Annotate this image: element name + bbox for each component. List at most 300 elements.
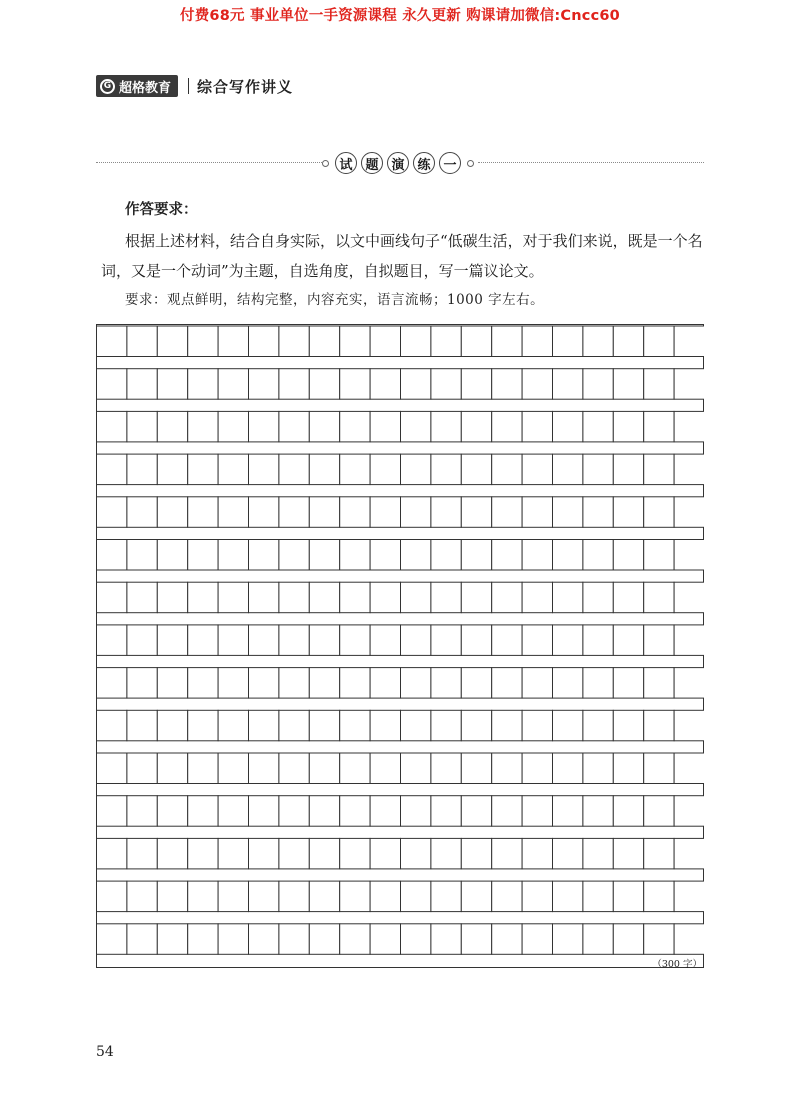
grid-cell[interactable] [522,326,552,357]
grid-cell[interactable] [553,497,583,528]
grid-cell[interactable] [461,454,491,485]
grid-cell[interactable] [249,369,279,400]
grid-cell[interactable] [674,924,704,955]
grid-cell[interactable] [674,753,704,784]
grid-cell[interactable] [97,668,127,699]
grid-cell[interactable] [613,497,643,528]
grid-row[interactable] [97,369,705,400]
grid-cell[interactable] [553,540,583,571]
grid-cell[interactable] [218,668,248,699]
grid-row[interactable] [97,411,705,442]
grid-cell[interactable] [644,838,674,869]
grid-cell[interactable] [249,411,279,442]
grid-cell[interactable] [279,625,309,656]
grid-cell[interactable] [309,668,339,699]
grid-cell[interactable] [613,838,643,869]
grid-cell[interactable] [188,582,218,613]
grid-cell[interactable] [461,582,491,613]
grid-cell[interactable] [157,625,187,656]
grid-cell[interactable] [522,582,552,613]
grid-cell[interactable] [492,454,522,485]
grid-cell[interactable] [461,497,491,528]
grid-cell[interactable] [644,881,674,912]
grid-cell[interactable] [157,369,187,400]
grid-cell[interactable] [583,796,613,827]
grid-cell[interactable] [613,454,643,485]
grid-cell[interactable] [188,796,218,827]
grid-cell[interactable] [97,454,127,485]
grid-cell[interactable] [157,326,187,357]
grid-cell[interactable] [249,454,279,485]
grid-cell[interactable] [644,582,674,613]
grid-cell[interactable] [583,369,613,400]
grid-cell[interactable] [249,710,279,741]
grid-row[interactable] [97,710,705,741]
grid-cell[interactable] [613,668,643,699]
grid-cell[interactable] [370,838,400,869]
grid-cell[interactable] [340,838,370,869]
grid-cell[interactable] [188,881,218,912]
grid-cell[interactable] [613,881,643,912]
grid-cell[interactable] [461,710,491,741]
grid-cell[interactable] [97,326,127,357]
grid-cell[interactable] [249,582,279,613]
grid-cell[interactable] [97,838,127,869]
grid-cell[interactable] [188,710,218,741]
grid-cell[interactable] [309,497,339,528]
grid-cell[interactable] [644,924,674,955]
grid-cell[interactable] [97,369,127,400]
grid-cell[interactable] [613,753,643,784]
grid-cell[interactable] [370,710,400,741]
grid-cell[interactable] [644,540,674,571]
grid-cell[interactable] [127,881,157,912]
grid-cell[interactable] [492,369,522,400]
grid-cell[interactable] [218,753,248,784]
grid-cell[interactable] [492,838,522,869]
grid-cell[interactable] [218,540,248,571]
grid-cell[interactable] [218,497,248,528]
grid-cell[interactable] [340,753,370,784]
grid-cell[interactable] [492,326,522,357]
grid-cell[interactable] [583,625,613,656]
grid-cell[interactable] [97,582,127,613]
grid-cell[interactable] [401,710,431,741]
grid-cell[interactable] [401,838,431,869]
grid-cell[interactable] [309,326,339,357]
grid-cell[interactable] [127,369,157,400]
grid-cell[interactable] [553,454,583,485]
grid-cell[interactable] [370,454,400,485]
grid-cell[interactable] [188,497,218,528]
grid-row[interactable] [97,924,705,955]
grid-cell[interactable] [674,881,704,912]
grid-cell[interactable] [309,838,339,869]
grid-cell[interactable] [522,454,552,485]
grid-cell[interactable] [431,454,461,485]
grid-cell[interactable] [613,924,643,955]
grid-cell[interactable] [431,411,461,442]
grid-cell[interactable] [279,710,309,741]
grid-cell[interactable] [553,838,583,869]
grid-cell[interactable] [583,497,613,528]
grid-cell[interactable] [279,924,309,955]
grid-cell[interactable] [431,838,461,869]
grid-cell[interactable] [157,796,187,827]
grid-cell[interactable] [127,668,157,699]
grid-cell[interactable] [431,625,461,656]
grid-cell[interactable] [218,582,248,613]
grid-cell[interactable] [492,497,522,528]
grid-cell[interactable] [553,796,583,827]
grid-cell[interactable] [583,753,613,784]
grid-cell[interactable] [370,540,400,571]
grid-cell[interactable] [583,881,613,912]
grid-cell[interactable] [340,454,370,485]
grid-cell[interactable] [644,454,674,485]
grid-cell[interactable] [401,369,431,400]
grid-row[interactable] [97,326,705,357]
grid-cell[interactable] [492,796,522,827]
grid-cell[interactable] [461,369,491,400]
grid-cell[interactable] [461,625,491,656]
grid-cell[interactable] [370,668,400,699]
grid-cell[interactable] [522,753,552,784]
grid-cell[interactable] [613,411,643,442]
grid-cell[interactable] [553,411,583,442]
grid-cell[interactable] [674,454,704,485]
grid-cell[interactable] [583,668,613,699]
grid-cell[interactable] [522,369,552,400]
grid-cell[interactable] [644,625,674,656]
grid-cell[interactable] [279,753,309,784]
grid-cell[interactable] [218,924,248,955]
grid-cell[interactable] [431,881,461,912]
grid-cell[interactable] [157,454,187,485]
grid-cell[interactable] [370,326,400,357]
grid-cell[interactable] [279,668,309,699]
grid-cell[interactable] [492,540,522,571]
grid-cell[interactable] [553,753,583,784]
grid-cell[interactable] [522,710,552,741]
grid-cell[interactable] [613,582,643,613]
grid-cell[interactable] [188,838,218,869]
grid-cell[interactable] [431,668,461,699]
grid-cell[interactable] [583,454,613,485]
grid-cell[interactable] [431,753,461,784]
grid-cell[interactable] [644,668,674,699]
grid-cell[interactable] [492,753,522,784]
grid-cell[interactable] [522,838,552,869]
grid-cell[interactable] [674,710,704,741]
grid-cell[interactable] [249,326,279,357]
grid-cell[interactable] [127,454,157,485]
grid-cell[interactable] [309,411,339,442]
grid-cell[interactable] [370,881,400,912]
grid-cell[interactable] [401,497,431,528]
grid-cell[interactable] [674,838,704,869]
grid-cell[interactable] [401,796,431,827]
grid-cell[interactable] [279,582,309,613]
grid-cell[interactable] [492,625,522,656]
grid-cell[interactable] [461,540,491,571]
grid-cell[interactable] [583,411,613,442]
grid-cell[interactable] [431,326,461,357]
grid-cell[interactable] [461,881,491,912]
grid-cell[interactable] [461,326,491,357]
grid-cell[interactable] [157,881,187,912]
grid-cell[interactable] [644,497,674,528]
grid-cell[interactable] [279,369,309,400]
grid-cell[interactable] [279,497,309,528]
grid-cell[interactable] [431,710,461,741]
grid-cell[interactable] [492,881,522,912]
grid-cell[interactable] [370,924,400,955]
grid-cell[interactable] [613,540,643,571]
grid-cell[interactable] [431,540,461,571]
answer-grid[interactable] [96,324,704,968]
grid-cell[interactable] [674,411,704,442]
grid-row[interactable] [97,540,705,571]
grid-cell[interactable] [583,838,613,869]
grid-cell[interactable] [553,881,583,912]
grid-row[interactable] [97,454,705,485]
grid-cell[interactable] [431,497,461,528]
grid-row[interactable] [97,796,705,827]
grid-cell[interactable] [218,710,248,741]
grid-cell[interactable] [674,582,704,613]
grid-cell[interactable] [674,326,704,357]
grid-cell[interactable] [583,582,613,613]
grid-cell[interactable] [340,924,370,955]
grid-cell[interactable] [157,497,187,528]
grid-cell[interactable] [370,796,400,827]
grid-cell[interactable] [249,668,279,699]
grid-cell[interactable] [127,710,157,741]
grid-row[interactable] [97,881,705,912]
grid-cell[interactable] [492,411,522,442]
grid-cell[interactable] [157,411,187,442]
grid-cell[interactable] [370,625,400,656]
grid-cell[interactable] [309,710,339,741]
grid-cell[interactable] [431,924,461,955]
grid-cell[interactable] [461,668,491,699]
grid-cell[interactable] [249,540,279,571]
grid-cell[interactable] [553,625,583,656]
grid-cell[interactable] [370,582,400,613]
grid-cell[interactable] [583,540,613,571]
grid-cell[interactable] [97,540,127,571]
grid-cell[interactable] [583,710,613,741]
grid-cell[interactable] [522,625,552,656]
grid-cell[interactable] [97,881,127,912]
grid-cell[interactable] [249,497,279,528]
grid-cell[interactable] [644,326,674,357]
grid-cell[interactable] [340,411,370,442]
grid-cell[interactable] [461,924,491,955]
grid-row[interactable] [97,753,705,784]
grid-cell[interactable] [401,625,431,656]
grid-cell[interactable] [309,454,339,485]
grid-cell[interactable] [370,411,400,442]
grid-cell[interactable] [431,369,461,400]
grid-cell[interactable] [583,326,613,357]
grid-row[interactable] [97,625,705,656]
grid-cell[interactable] [522,497,552,528]
grid-cell[interactable] [279,838,309,869]
grid-cell[interactable] [340,668,370,699]
grid-cell[interactable] [340,881,370,912]
grid-cell[interactable] [249,796,279,827]
grid-cell[interactable] [522,668,552,699]
grid-cell[interactable] [309,369,339,400]
grid-cell[interactable] [249,753,279,784]
grid-cell[interactable] [157,710,187,741]
grid-cell[interactable] [249,924,279,955]
grid-cell[interactable] [218,625,248,656]
grid-cell[interactable] [218,411,248,442]
grid-cell[interactable] [188,668,218,699]
grid-cell[interactable] [97,796,127,827]
grid-cell[interactable] [522,924,552,955]
grid-cell[interactable] [340,710,370,741]
grid-cell[interactable] [309,540,339,571]
grid-cell[interactable] [279,411,309,442]
grid-cell[interactable] [127,838,157,869]
grid-cell[interactable] [553,668,583,699]
grid-cell[interactable] [401,540,431,571]
grid-cell[interactable] [188,540,218,571]
grid-cell[interactable] [218,454,248,485]
grid-cell[interactable] [249,625,279,656]
grid-cell[interactable] [644,753,674,784]
grid-cell[interactable] [309,582,339,613]
grid-cell[interactable] [218,881,248,912]
grid-cell[interactable] [492,668,522,699]
grid-cell[interactable] [127,625,157,656]
grid-cell[interactable] [553,369,583,400]
grid-cell[interactable] [461,796,491,827]
grid-cell[interactable] [157,582,187,613]
grid-cell[interactable] [644,369,674,400]
grid-cell[interactable] [279,881,309,912]
grid-cell[interactable] [127,796,157,827]
grid-cell[interactable] [188,454,218,485]
grid-cell[interactable] [492,710,522,741]
grid-cell[interactable] [157,668,187,699]
grid-cell[interactable] [249,881,279,912]
grid-cell[interactable] [340,497,370,528]
grid-cell[interactable] [583,924,613,955]
grid-row[interactable] [97,497,705,528]
grid-cell[interactable] [249,838,279,869]
grid-cell[interactable] [279,326,309,357]
grid-cell[interactable] [613,710,643,741]
grid-cell[interactable] [188,326,218,357]
grid-cell[interactable] [188,625,218,656]
grid-cell[interactable] [309,924,339,955]
grid-cell[interactable] [492,924,522,955]
grid-cell[interactable] [97,710,127,741]
grid-cell[interactable] [340,326,370,357]
grid-cell[interactable] [553,924,583,955]
grid-cell[interactable] [188,411,218,442]
grid-cell[interactable] [401,582,431,613]
grid-cell[interactable] [340,796,370,827]
grid-cell[interactable] [431,796,461,827]
grid-cell[interactable] [309,753,339,784]
grid-cell[interactable] [461,753,491,784]
grid-cell[interactable] [218,326,248,357]
grid-cell[interactable] [674,540,704,571]
grid-cell[interactable] [401,454,431,485]
grid-cell[interactable] [674,369,704,400]
grid-cell[interactable] [309,881,339,912]
grid-cell[interactable] [401,326,431,357]
grid-cell[interactable] [674,796,704,827]
grid-cell[interactable] [522,540,552,571]
grid-cell[interactable] [401,753,431,784]
grid-cell[interactable] [279,454,309,485]
grid-cell[interactable] [127,540,157,571]
grid-cell[interactable] [279,796,309,827]
grid-cell[interactable] [401,668,431,699]
grid-cell[interactable] [309,796,339,827]
grid-cell[interactable] [644,796,674,827]
grid-cell[interactable] [97,625,127,656]
grid-row[interactable] [97,582,705,613]
grid-cell[interactable] [127,753,157,784]
grid-cell[interactable] [157,838,187,869]
grid-cell[interactable] [340,369,370,400]
grid-cell[interactable] [370,369,400,400]
grid-cell[interactable] [522,796,552,827]
grid-cell[interactable] [97,497,127,528]
grid-cell[interactable] [613,369,643,400]
grid-cell[interactable] [644,411,674,442]
grid-cell[interactable] [461,411,491,442]
grid-cell[interactable] [613,796,643,827]
grid-cell[interactable] [522,881,552,912]
grid-cell[interactable] [340,582,370,613]
grid-cell[interactable] [674,668,704,699]
grid-cell[interactable] [157,540,187,571]
grid-cell[interactable] [309,625,339,656]
grid-cell[interactable] [370,753,400,784]
grid-cell[interactable] [218,838,248,869]
grid-cell[interactable] [127,326,157,357]
grid-cell[interactable] [613,326,643,357]
grid-cell[interactable] [522,411,552,442]
grid-cell[interactable] [674,625,704,656]
grid-cell[interactable] [218,369,248,400]
grid-cell[interactable] [553,582,583,613]
grid-cell[interactable] [461,838,491,869]
grid-cell[interactable] [97,753,127,784]
grid-cell[interactable] [127,411,157,442]
grid-row[interactable] [97,838,705,869]
grid-cell[interactable] [188,924,218,955]
grid-row[interactable] [97,668,705,699]
grid-cell[interactable] [401,924,431,955]
grid-cell[interactable] [188,753,218,784]
grid-cell[interactable] [97,411,127,442]
grid-cell[interactable] [127,582,157,613]
grid-cell[interactable] [157,924,187,955]
grid-cell[interactable] [279,540,309,571]
grid-cell[interactable] [127,924,157,955]
grid-cell[interactable] [401,411,431,442]
